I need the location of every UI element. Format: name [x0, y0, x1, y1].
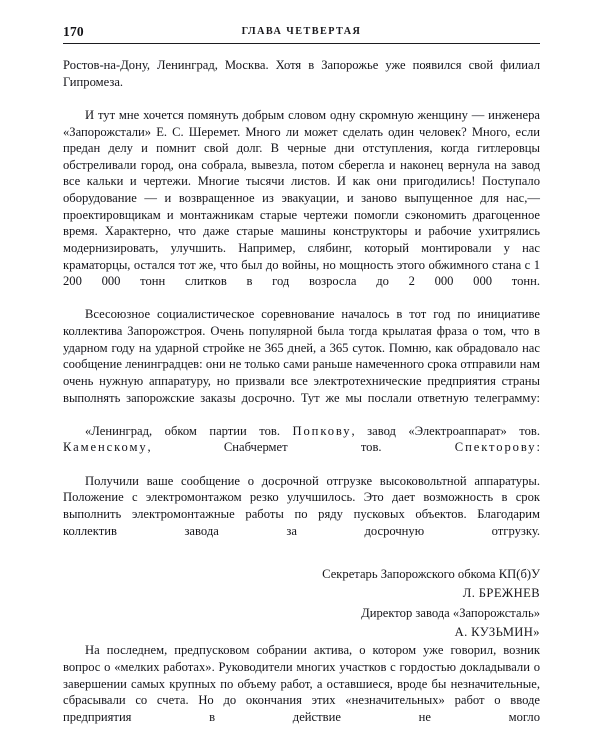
running-head — [63, 24, 540, 42]
header-divider-rule — [63, 43, 540, 44]
text-run: , завод «Электроаппарат» тов. — [351, 423, 540, 438]
paragraph: На последнем, предпусковом собрании актива, о котором уже говорил, возник вопрос о «мелких работах». Руководители многих участков с гордостью докладывали о завершении самых крупных по объему работ, а оставшиеся, вроде бы незначительные, сбрасывали со счета. Но до окончания этих «незначительных» работ о вводе предприятия в действие не могло — [63, 643, 540, 724]
signature-title: Директор завода «Запорожсталь» — [361, 605, 540, 620]
signature-block — [63, 565, 540, 643]
emphasized-surname: Попкову — [292, 423, 352, 438]
body-text-block — [63, 57, 540, 742]
emphasized-surname: Спекторову — [454, 440, 537, 455]
text-run: , Снабчермет тов. — [147, 440, 455, 455]
signature-name: А. КУЗЬМИН» — [454, 624, 540, 639]
paragraph: Ростов-на-Дону, Ленинград, Москва. Хотя в Запорожье уже появился свой филиал Гипромеза. — [63, 58, 540, 89]
paragraph: Всесоюзное социалистическое соревнование началось в тот год по инициативе коллектива Запорожстроя. Очень популярной была тогда крылатая фраза о том, что в ударном году на ударной стройке не 365 дней, а 365 суток. Помню, как обрадовало нас сообщение ленинградцев: они не только сами раньше намеченного срока отправили нам очень нужную аппаратуру, но призвали все электротехнические предприятия страны выполнять запорожские заказы досрочно. Тут же мы послали ответную телеграмму: — [63, 307, 540, 405]
signature-name: Л. БРЕЖНЕВ — [462, 586, 540, 601]
text-run: : — [536, 440, 540, 455]
chapter-title: ГЛАВА ЧЕТВЕРТАЯ — [241, 26, 362, 37]
telegram-address-paragraph — [63, 423, 540, 473]
telegram-body-paragraph: Получили ваше сообщение о досрочной отгрузке высоковольтной аппаратуры. Положение с электромонтажом резко улучшилось. Это дает возможность в срок выполнить электромонтажные работы по ряду пусковых объектов. Благодарим коллектив завода за досрочную отгрузку. — [63, 473, 540, 538]
signature-title: Секретарь Запорожского обкома КП(б)У — [322, 566, 540, 581]
paragraph: И тут мне хочется помянуть добрым словом одну скромную женщину — инженера «Запорожстали» Е. С. Шеремет. Много ли может сделать один человек? Много, если предан делу и помнит свой долг. В черные дни отступления, когда гитлеровцы обстреливали город, она собрала, вывезла, потом сберегла и наконец вернула на завод все кальки и чертежи. Многие тысячи листов. И как они пригодились! Поступало оборудование — и возвращенное из эвакуации, и заново выпущенное для нас,— проектировщикам и монтажникам старые чертежи помогли сэкономить драгоценное время. Характерно, что даже старые машины конструкторы и рабочие ухитрялись модернизировать, улучшить. Например, слябинг, который монтировали у нас краматорцы, остался тот же, что был до войны, но мощность этого обжимного стана с 1 200 000 тонн слитков в год возросла до 2 000 000 тонн. — [63, 107, 540, 289]
page-number: 170 — [63, 24, 84, 39]
emphasized-surname: Каменскому — [63, 440, 148, 455]
text-run: «Ленинград, обком партии тов. — [85, 423, 293, 438]
